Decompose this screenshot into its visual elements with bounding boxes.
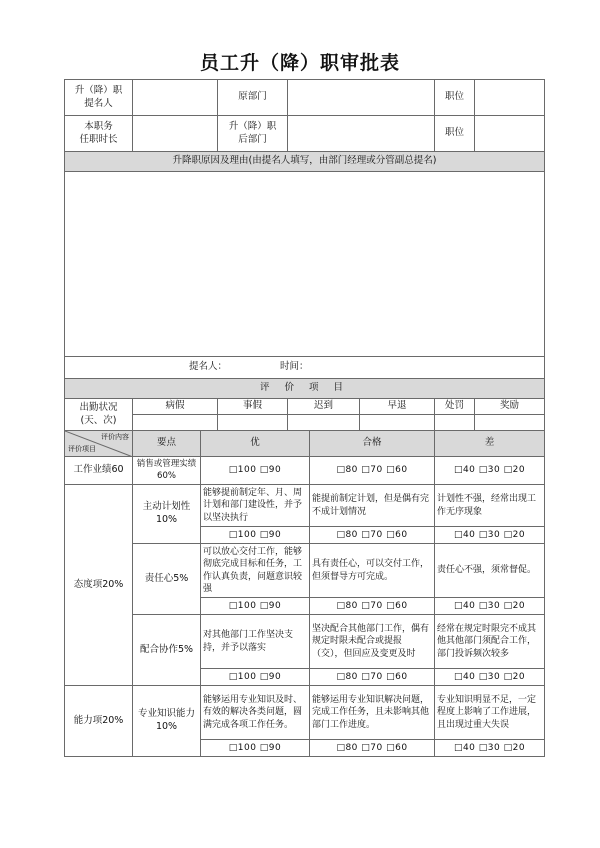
- attendance-sick-field[interactable]: [133, 415, 218, 431]
- attendance-col-late: 迟到: [288, 399, 360, 415]
- new-dept-label-a: 升（降）职: [228, 120, 277, 132]
- approval-form-table: [64, 79, 545, 757]
- attendance-col-reward: 奖励: [475, 399, 545, 415]
- attitude-item-2-good-desc: 可以放心交付工作，能够彻底完成目标和任务，工作认真负责，问题意识较强: [201, 544, 310, 598]
- sales-row: [65, 457, 545, 485]
- tenure-label-cell: [65, 116, 133, 152]
- ability-good-options[interactable]: □100 □90: [201, 740, 310, 757]
- col-good-header: 优: [201, 431, 310, 457]
- nominee-field[interactable]: [133, 80, 218, 116]
- evaluation-heading: 评 价 项 目: [65, 379, 545, 399]
- col-pass-header: 合格: [310, 431, 435, 457]
- attitude-item-2-poor-options[interactable]: □40 □30 □20: [435, 598, 545, 615]
- attitude-item-1-good-desc: 能够提前制定年、月、周计划和部门建设性，并予以坚决执行: [201, 485, 310, 527]
- attitude-item-2-desc-row: [65, 544, 545, 598]
- page-title: 员工升（降）职审批表: [199, 52, 400, 74]
- position-label-1: 职位: [435, 80, 475, 116]
- attendance-label-b: (天、次): [80, 414, 117, 426]
- attendance-col-personal: 事假: [218, 399, 288, 415]
- attitude-item-1-poor-options[interactable]: □40 □30 □20: [435, 527, 545, 544]
- grid-header-row: [65, 431, 545, 457]
- ability-desc-row: [65, 686, 545, 740]
- attendance-value-row: [65, 415, 545, 431]
- attitude-item-1-desc-row: [65, 485, 545, 527]
- col-poor-header: 差: [435, 431, 545, 457]
- time-label: 时间：: [280, 361, 309, 373]
- attitude-item-3-poor-options[interactable]: □40 □30 □20: [435, 669, 545, 686]
- attendance-early-field[interactable]: [360, 415, 435, 431]
- attitude-item-3-desc-row: [65, 615, 545, 669]
- original-dept-label: 原部门: [218, 80, 288, 116]
- attitude-item-2-good-options[interactable]: □100 □90: [201, 598, 310, 615]
- original-dept-field[interactable]: [288, 80, 435, 116]
- ability-poor-desc: 专业知识明显不足，一定程度上影响了工作进展，且出现过重大失误: [435, 686, 545, 740]
- attendance-col-sick: 病假: [133, 399, 218, 415]
- attitude-item-1-point: 主动计划性10%: [133, 485, 201, 544]
- sales-good-options[interactable]: □100 □90: [201, 457, 310, 485]
- attendance-header-row: [65, 399, 545, 415]
- sales-point: 销售或管理实绩60%: [133, 457, 201, 485]
- attitude-item-1-poor-desc: 计划性不强，经常出现工作无序现象: [435, 485, 545, 527]
- attitude-item-2-point: 责任心5%: [133, 544, 201, 615]
- ability-pass-desc: 能够运用专业知识解决问题，完成工作任务，且未影响其他部门工作进度。: [310, 686, 435, 740]
- diag-top-label: 评价内容: [101, 433, 129, 441]
- header-row-1: [65, 80, 545, 116]
- ability-label: 能力项20%: [65, 686, 133, 757]
- attitude-label: 态度项20%: [65, 485, 133, 686]
- attitude-item-3-point: 配合协作5%: [133, 615, 201, 686]
- attitude-item-1-pass-options[interactable]: □80 □70 □60: [310, 527, 435, 544]
- attitude-item-3-pass-options[interactable]: □80 □70 □60: [310, 669, 435, 686]
- attitude-item-1-pass-desc: 能提前制定计划，但是偶有完不成计划情况: [310, 485, 435, 527]
- nominator-label: 提名人：: [189, 361, 228, 373]
- attendance-penalty-field[interactable]: [435, 415, 475, 431]
- attitude-item-3-pass-desc: 坚决配合其他部门工作，偶有规定时限未配合或提报（交），但回应及变更及时: [310, 615, 435, 669]
- sales-pass-options[interactable]: □80 □70 □60: [310, 457, 435, 485]
- new-dept-label-cell: [218, 116, 288, 152]
- attitude-item-2-pass-options[interactable]: □80 □70 □60: [310, 598, 435, 615]
- attendance-label-a: 出勤状况: [79, 401, 118, 413]
- attitude-item-3-good-options[interactable]: □100 □90: [201, 669, 310, 686]
- position-label-2: 职位: [435, 116, 475, 152]
- nominee-label-b: 提名人: [84, 97, 113, 109]
- diagonal-header-cell: [65, 431, 133, 457]
- reason-sign-row: [65, 357, 545, 379]
- sales-label: 工作业绩60: [65, 457, 133, 485]
- position-field-2[interactable]: [475, 116, 545, 152]
- ability-pass-options[interactable]: □80 □70 □60: [310, 740, 435, 757]
- new-dept-field[interactable]: [288, 116, 435, 152]
- attendance-col-penalty: 处罚: [435, 399, 475, 415]
- col-key-header: 要点: [133, 431, 201, 457]
- nominee-label-a: 升（降）职: [74, 84, 123, 96]
- attitude-item-3-poor-desc: 经常在规定时限完不成其他其他部门须配合工作，部门投诉频次较多: [435, 615, 545, 669]
- attitude-item-3-good-desc: 对其他部门工作坚决支持，并予以落实: [201, 615, 310, 669]
- position-field-1[interactable]: [475, 80, 545, 116]
- tenure-field[interactable]: [133, 116, 218, 152]
- nominee-label-cell: [65, 80, 133, 116]
- header-row-2: [65, 116, 545, 152]
- attendance-col-early: 早退: [360, 399, 435, 415]
- reason-heading: 升降职原因及理由(由提名人填写，由部门经理或分管副总提名): [65, 152, 545, 172]
- new-dept-label-b: 后部门: [238, 133, 267, 145]
- sales-poor-options[interactable]: □40 □30 □20: [435, 457, 545, 485]
- attendance-reward-field[interactable]: [475, 415, 545, 431]
- attendance-label-cell: [65, 399, 133, 431]
- diag-bottom-label: 评价项目: [68, 444, 96, 453]
- attendance-late-field[interactable]: [288, 415, 360, 431]
- ability-point: 专业知识能力10%: [133, 686, 201, 757]
- attitude-item-2-poor-desc: 责任心不强，须常督促。: [435, 544, 545, 598]
- tenure-label-a: 本职务: [84, 120, 113, 132]
- reason-text-area[interactable]: [65, 172, 545, 357]
- ability-poor-options[interactable]: □40 □30 □20: [435, 740, 545, 757]
- attitude-item-2-pass-desc: 具有责任心，可以交付工作，但须督导方可完成。: [310, 544, 435, 598]
- ability-good-desc: 能够运用专业知识及时、有效的解决各类问题，圆满完成各项工作任务。: [201, 686, 310, 740]
- tenure-label-b: 任职时长: [79, 133, 118, 145]
- attitude-item-1-good-options[interactable]: □100 □90: [201, 527, 310, 544]
- attendance-personal-field[interactable]: [218, 415, 288, 431]
